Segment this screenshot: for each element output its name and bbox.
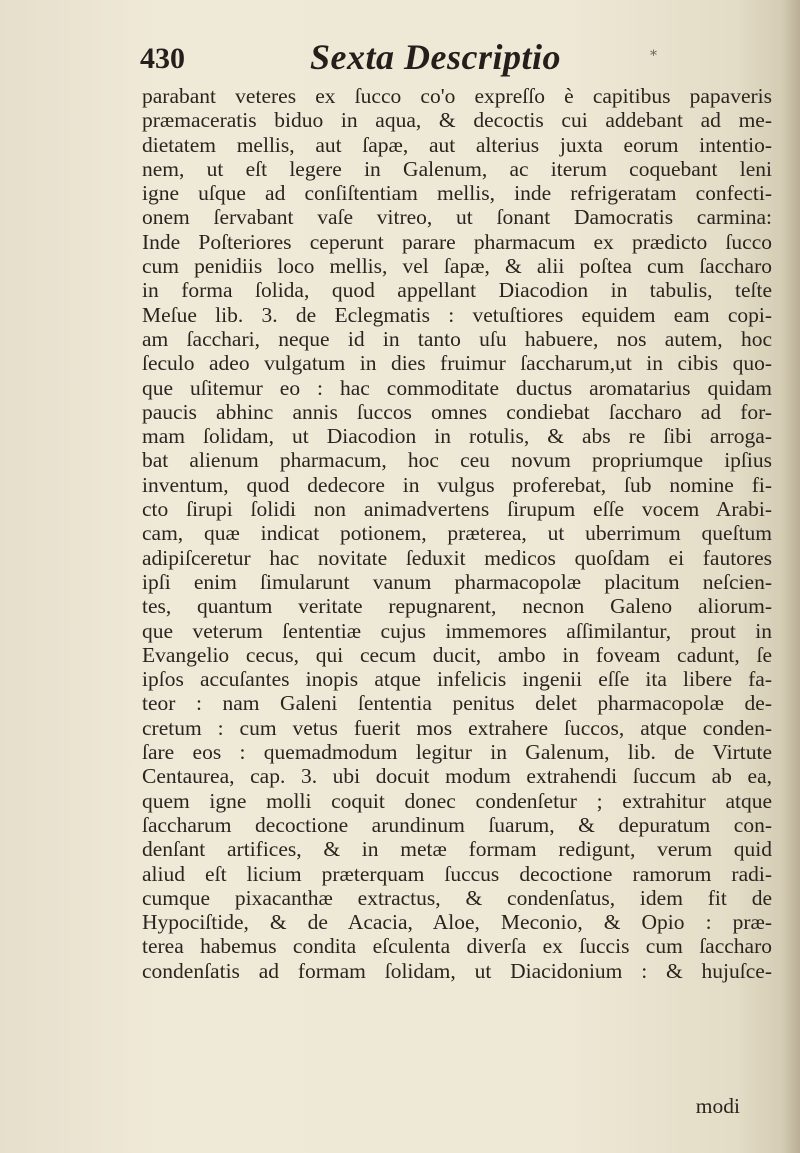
text-line: cto ſirupi ſolidi non animadvertens ſirupum eſſe vocem Arabi- — [142, 497, 772, 522]
page-number: 430 — [140, 42, 185, 75]
text-line: aliud eſt licium præterquam ſuccus decoctione ramorum radi- — [142, 861, 772, 886]
text-line: ipſi enim ſimularunt vanum pharmacopolæ placitum neſcien- — [142, 569, 772, 594]
text-line: bat alienum pharmacum, hoc ceu novum propriumque ipſius — [142, 448, 772, 473]
margin-mark: * — [650, 48, 657, 64]
text-line: cam, quæ indicat potionem, præterea, ut uberrimum queſtum — [142, 521, 772, 546]
catchword: modi — [695, 1094, 740, 1118]
text-line: cretum : cum vetus fuerit mos extrahere ſuccos, atque conden- — [142, 715, 772, 740]
text-line: am ſacchari, neque id in tanto uſu habuere, nos autem, hoc — [142, 326, 772, 351]
text-line: inventum, quod dedecore in vulgus proferebat, ſub nomine fi- — [142, 472, 772, 497]
running-title: Sexta Descriptio — [310, 37, 561, 77]
text-line: ſare eos : quemadmodum legitur in Galenum, lib. de Virtute — [142, 740, 772, 765]
text-line: adipiſceretur hac novitate ſeduxit medicos quoſdam ei fautores — [142, 545, 772, 570]
text-line: Evangelio cecus, qui cecum ducit, ambo in foveam cadunt, ſe — [142, 642, 772, 667]
text-line: præmaceratis biduo in aqua, & decoctis cui addebant ad me- — [142, 108, 772, 133]
text-line: tes, quantum veritate repugnarent, necnon Galeno aliorum- — [142, 594, 772, 619]
text-line: que veterum ſententiæ cujus immemores aſſimilantur, prout in — [142, 618, 772, 643]
body-text — [142, 84, 772, 983]
text-line: onem ſervabant vaſe vitreo, ut ſonant Damocratis carmina: — [142, 205, 772, 230]
text-line: in forma ſolida, quod appellant Diacodion in tabulis, teſte — [142, 278, 772, 303]
text-line: dietatem mellis, aut ſapæ, aut alterius juxta eorum intentio- — [142, 132, 772, 157]
text-line: Meſue lib. 3. de Eclegmatis : vetuſtiores equidem eam copi- — [142, 302, 772, 327]
text-line: terea habemus condita eſculenta diverſa ex ſuccis cum ſaccharo — [142, 934, 772, 959]
text-line: teor : nam Galeni ſententia penitus delet pharmacopolæ de- — [142, 691, 772, 716]
page-edge-shadow — [782, 0, 800, 1153]
text-line: mam ſolidam, ut Diacodion in rotulis, & abs re ſibi arroga- — [142, 424, 772, 449]
text-line: que uſitemur eo : hac commoditate ductus aromatarius quidam — [142, 375, 772, 400]
text-line: Centaurea, cap. 3. ubi docuit modum extrahendi ſuccum ab ea, — [142, 764, 772, 789]
text-line: ſeculo adeo vulgatum in dies fruimur ſaccharum,ut in cibis quo- — [142, 351, 772, 376]
text-line: denſant artifices, & in metæ formam redigunt, verum quid — [142, 837, 772, 862]
text-line: ſaccharum decoctione arundinum ſuarum, & depuratum con- — [142, 812, 772, 837]
text-line: cum penidiis loco mellis, vel ſapæ, & alii poſtea cum ſaccharo — [142, 254, 772, 279]
text-line: quem igne molli coquit donec condenſetur ; extrahitur atque — [142, 788, 772, 813]
text-line: Hypociſtide, & de Acacia, Aloe, Meconio, & Opio : præ- — [142, 910, 772, 935]
page-header — [140, 36, 780, 86]
text-line: condenſatis ad formam ſolidam, ut Diacidonium : & hujuſce- — [142, 958, 772, 983]
text-line: nem, ut eſt legere in Galenum, ac iterum coquebant leni — [142, 156, 772, 181]
text-line: paucis abhinc annis ſuccos omnes condiebat ſaccharo ad for- — [142, 399, 772, 424]
text-line: ipſos accuſantes inopis atque infelicis ingenii eſſe ita libere fa- — [142, 667, 772, 692]
text-line: parabant veteres ex ſucco co'o expreſſo è capitibus papaveris — [142, 84, 772, 108]
text-line: cumque pixacanthæ extractus, & condenſatus, idem fit de — [142, 885, 772, 910]
text-line: Inde Poſteriores ceperunt parare pharmacum ex prædicto ſucco — [142, 229, 772, 254]
text-line: igne uſque ad conſiſtentiam mellis, inde refrigeratam confecti- — [142, 181, 772, 206]
